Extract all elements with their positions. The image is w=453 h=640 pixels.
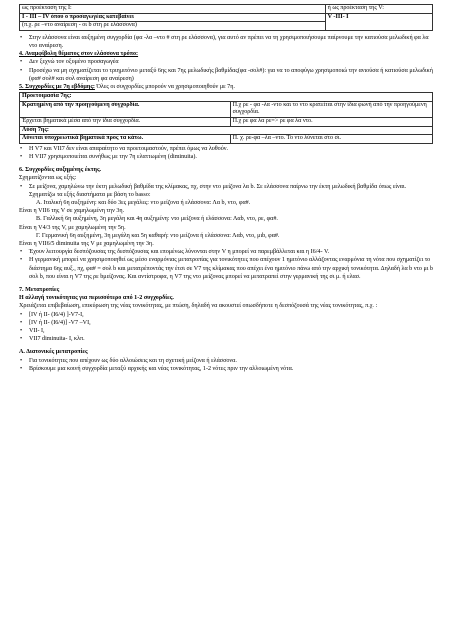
table-cell: Π.χ ρε φα λα ρε=> ρε φα λα ντο. — [230, 117, 432, 126]
list-item: • [IV ή II- (I6/4)] -V7 –VI, — [29, 319, 433, 327]
list-item: • Έχουν λειτουργία δεσπόζουσας της δεσπόζουσας και επομένως λύνονται στην V η μπορεί να παρεμβάλλεται και η Ι6/4- V. — [29, 248, 433, 256]
table-cell: Π. χ. ρε-φα –λα –ντο. Το ντο λύνεται στο σι. — [230, 135, 432, 144]
paragraph: Είναι η VII6/5 diminuita της V με χαμηλωμένη την 3η. — [19, 241, 154, 247]
progression-table — [19, 4, 433, 31]
heading-text: 5. Συγχορδίες με 7η εβδόμης: — [19, 84, 95, 90]
subheading: Η αλλαγή τονικότητας για περισσότερο από 1-2 συγχορδίες. — [19, 295, 174, 302]
list-item: • Για τονικότητες που απέχουν ως δύο αλλοιώσεις και τη σχετική μείζονα ή ελάσσονα. — [29, 357, 433, 365]
section-heading-5 — [19, 83, 433, 91]
paragraph: Β. Γαλλική 6η αυξημένη, 3η μεγάλη και 4η αυξημένη: ντο μείζονα ή ελάσσονα: Λαb, ντο, ρε, φα#. — [36, 216, 278, 223]
seventh-table — [19, 92, 433, 144]
list-item: • VII- I, — [29, 327, 433, 335]
list-item: • Η VII7 χρησιμοποιείται συνήθως με την 7η ελαττωμένη (diminuita). — [29, 153, 433, 161]
bullet-list — [19, 357, 433, 373]
paragraph: Χρειάζεται επιβεβαίωση, επικύρωση της νέας τονικότητας, με πτώση, δηλαδή να ακουστεί οπωσδήποτε η δεσπόζουσά της νέας τονικότητας, π.χ. : — [19, 303, 378, 310]
paragraph: Α. Ιταλική 6η αυξημένη: και δύο 3ες μεγάλες: ντο μείζονα ή ελάσσονα: Λα b, ντο, φα#. — [36, 199, 251, 206]
paragraph: Γ. Γερμανική 6η αυξημένη, 3η μεγάλη και 5η καθαρή: ντο μείζονα ή ελάσσονα: Λαb, ντο, μιb, φα#. — [36, 232, 280, 239]
list-item: • Δεν ξεχνώ τον οξυμένο προσαγωγέα — [29, 58, 433, 66]
table-cell: Κρατημένη από την προηγούμενη συγχορδία. — [20, 101, 231, 117]
table-cell: Λύση 7ης: — [20, 126, 433, 135]
bullet-list — [19, 145, 433, 161]
table-cell: ως προέκταση της Ι: — [20, 5, 326, 14]
table-cell: Προετοιμασία 7ης: — [20, 93, 433, 102]
list-item: • [IV ή II- (I6/4) ]-V7-I, — [29, 311, 433, 319]
section-heading-7: 7. Μετατροπίες — [19, 287, 60, 294]
bullet-list — [19, 58, 433, 83]
table-cell: V -ΙΙΙ- Ι — [325, 13, 432, 30]
list-item: • VII7 diminuita- I, κλπ. — [29, 335, 433, 343]
bullet-list — [19, 248, 433, 281]
section-heading-4: 4. Αναμφίβολη θέματος στον ελάσσονα τρόπο: — [19, 51, 139, 58]
paragraph: Είναι η V4/3 της V, με χαμηλωμένη την 5η. — [19, 224, 126, 231]
table-cell: Π.χ ρε - φα -λα -ντο και το ντο κρατείται στην ίδια φωνή από την προηγούμενη συγχορδία. — [230, 101, 432, 117]
paragraph: Σχηματίζονται ως εξής: — [19, 175, 77, 182]
heading-rest: Όλες οι συγχορδίες μπορούν να χρησιμοποιηθούν με 7η. — [96, 84, 235, 90]
bullet-list — [19, 183, 433, 199]
list-item: • Βρίσκουμε μια κοινή συγχορδία μεταξύ αρχικής και νέας τονικότητας, 1-2 νότες πριν την αλλοιωμένη νότα. — [29, 365, 433, 373]
list-item: • Προσέχω να μη σχηματίζεται το τριημιτόνιο μεταξύ 6ης και 7ης μελωδικής βαθμίδας(φα -σολ#): για να το αποφύγω χρησιμοποιώ την ανιούσα ή κατιούσα μελωδική (φα# σολ# και σολ αναίρεση φα αναίρεση) — [29, 67, 433, 83]
list-item: • Η γερμανική μπορεί να χρησιμοποιηθεί ως μέσο εναρμόνιας μετατροπίας για τονικότητες που απέχουν 1 ημιτόνιο αλλάζοντας εναρμόνια τη νότα που σχηματίζει το διάστημα 6ης αυξ., πχ, φα# = σολ b και μετατρέποντάς την έτσι σε V7 της κλίμακας που απέχει ένα ημιτόνιο πάνω από την αρχική τονικότητα. Δηλαδή λα b ντο μι b σολ b, που είναι η V7 της ρε bμείζονας. Και αντίστροφα, η V7 της ντο μείζονας μπορεί να μετατραπεί στην γερμανική της σι μ. ή ελασ. — [29, 256, 433, 281]
list-item: • Η V7 και VII7 δεν είναι απαραίτητο να προετοιμαστούν, πρέπει όμως να λυθούν. — [29, 145, 433, 153]
list-item: • Σε μείζονα, χαμηλώνω την έκτη μελωδική βαθμίδα της κλίμακας, πχ, στην ντο μείζονα λα b. Σε ελάσσονα παίρνω την έκτη μελωδική βαθμίδα όπως είναι. Σχηματίζω τα εξής διαστήματα με βάση το basso: — [29, 183, 433, 199]
section-heading-6: 6. Συγχορδίες αυξημένης έκτης. — [19, 167, 102, 174]
bullet-list — [19, 311, 433, 344]
list-item: • Στην ελάσσονα είναι αυξημένη συγχορδία (φα -λα –ντο # στη ρε ελάσσονα), για αυτό αν πρέπει να τη χρησιμοποιήσουμε παίρνουμε την κατιούσα μελωδική φα λα ντο αναίρεση. — [29, 34, 433, 50]
table-cell: (π.χ. ρε –ντο αναίρεση - οι b στη ρε ελάσσονα) — [20, 22, 326, 31]
table-cell: Λύνεται υποχρεωτικά βηματικά προς τα κάτω. — [20, 135, 231, 144]
table-cell: Ι - ΙΙΙ – IV όπου ο προσαγωγέας κατεβαίνει — [20, 13, 326, 22]
table-cell: ή ως προέκταση της V: — [325, 5, 432, 14]
table-cell: Έρχεται βηματικά μέσα από την ίδια συγχορδία. — [20, 117, 231, 126]
bullet-list — [19, 34, 433, 50]
paragraph: Είναι η VII6 της V σε χαμηλωμένη την 3η. — [19, 208, 125, 215]
section-heading-a: Α. Διατονικές μετατροπίες — [19, 349, 88, 356]
